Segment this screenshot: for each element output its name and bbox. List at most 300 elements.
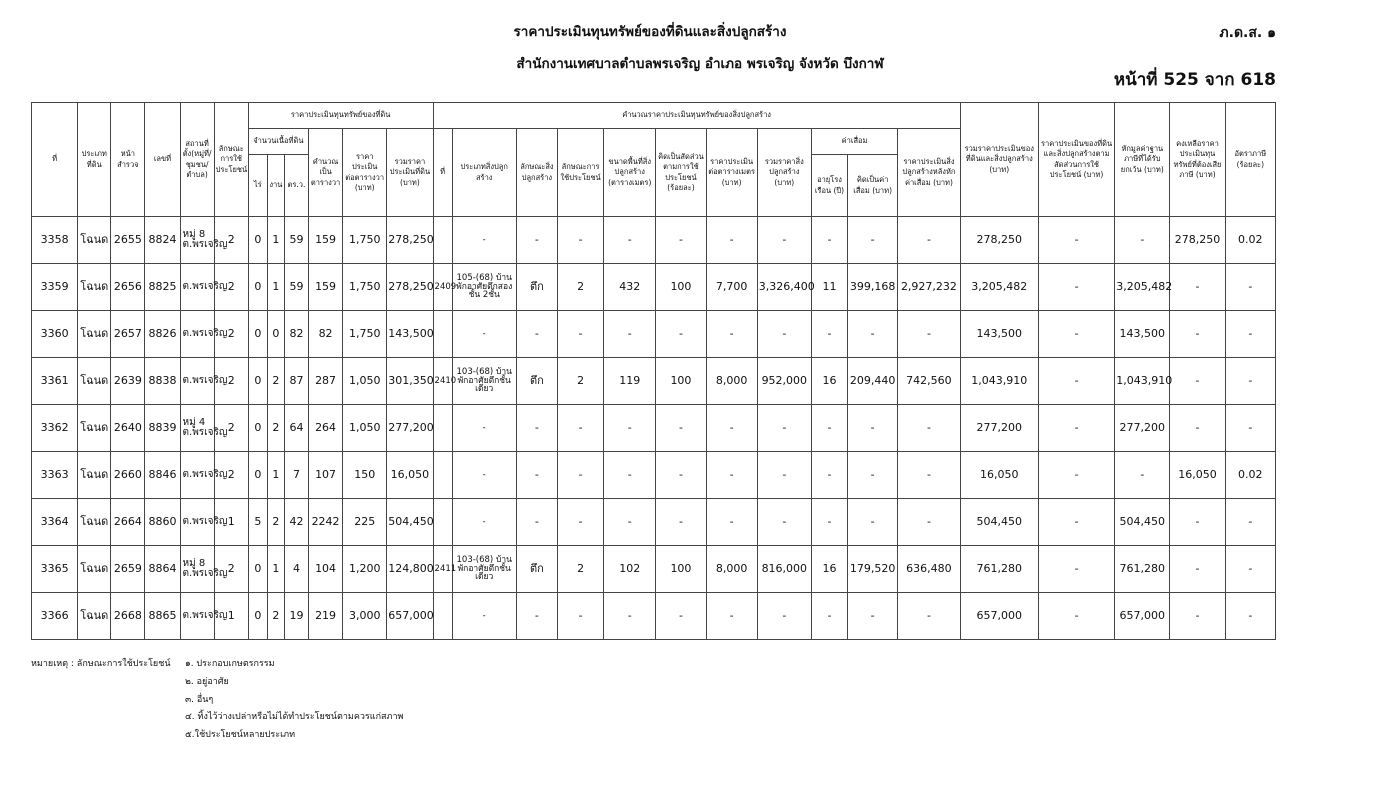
cell-taxable: - [1170, 405, 1225, 452]
cell-taxable: - [1170, 311, 1225, 358]
cell-ratio-value: - [1038, 405, 1114, 452]
cell-no: 3362 [32, 405, 78, 452]
cell-total-value: 16,050 [960, 452, 1038, 499]
cell-bldg-type: - [452, 593, 516, 640]
legend-item: ๔. ทิ้งไว้ว่างเปล่าหรือไม่ได้ทำประโยชน์ตามควรแก่สภาพ [185, 712, 404, 723]
cell-area-calc: 264 [309, 405, 343, 452]
cell-wa: 7 [284, 452, 308, 499]
cell-survey-page: 2640 [111, 405, 145, 452]
col-dep-value: คิดเป็นค่าเสื่อม (บาท) [848, 155, 898, 217]
cell-bldg-no [433, 499, 452, 546]
cell-ratio-value: - [1038, 452, 1114, 499]
cell-no: 3364 [32, 499, 78, 546]
cell-location: หมู่ 4 ต.พรเจริญ [180, 405, 214, 452]
cell-bldg-area: 432 [604, 264, 656, 311]
cell-ratio-value: - [1038, 546, 1114, 593]
col-no: ที่ [32, 103, 78, 217]
legend-item: ๒. อยู่อาศัย [185, 676, 229, 687]
cell-land-total: 504,450 [387, 499, 433, 546]
cell-doc-no: 8826 [145, 311, 180, 358]
table-row [32, 311, 1276, 358]
usage-legend-list [185, 656, 585, 745]
col-bldg-area: ขนาดพื้นที่สิ่งปลูกสร้าง (ตารางเมตร) [604, 129, 656, 217]
cell-taxable: - [1170, 264, 1225, 311]
cell-bldg-usage: - [557, 593, 603, 640]
cell-exemption: 277,200 [1115, 405, 1170, 452]
cell-bldg-pct: - [656, 499, 706, 546]
cell-taxable: - [1170, 593, 1225, 640]
cell-doc-no: 8865 [145, 593, 180, 640]
cell-location: หมู่ 8 ต.พรเจริญ [180, 546, 214, 593]
cell-location: ต.พรเจริญ [180, 593, 214, 640]
cell-land-total: 277,200 [387, 405, 433, 452]
cell-location: หมู่ 8 ต.พรเจริญ [180, 217, 214, 264]
cell-ngan: 1 [267, 264, 284, 311]
cell-dep-age: 16 [811, 358, 847, 405]
cell-bldg-kind: - [516, 499, 557, 546]
cell-no: 3363 [32, 452, 78, 499]
cell-dep-age: - [811, 311, 847, 358]
cell-bldg-area: 119 [604, 358, 656, 405]
cell-area-calc: 104 [309, 546, 343, 593]
cell-location: ต.พรเจริญ [180, 358, 214, 405]
cell-doc-no: 8846 [145, 452, 180, 499]
group-land-area: จำนวนเนื้อที่ดิน [248, 129, 308, 155]
cell-rai: 0 [248, 405, 267, 452]
cell-bldg-kind: - [516, 405, 557, 452]
cell-rai: 0 [248, 546, 267, 593]
cell-bldg-no: 2410 [433, 358, 452, 405]
cell-no: 3365 [32, 546, 78, 593]
cell-survey-page: 2668 [111, 593, 145, 640]
cell-wa: 82 [284, 311, 308, 358]
cell-dep-value: - [848, 217, 898, 264]
cell-land-total: 143,500 [387, 311, 433, 358]
cell-exemption: - [1115, 452, 1170, 499]
cell-land-type: โฉนด [78, 358, 111, 405]
cell-bldg-total: 816,000 [757, 546, 811, 593]
cell-land-type: โฉนด [78, 217, 111, 264]
table-row [32, 358, 1276, 405]
cell-bldg-type: - [452, 405, 516, 452]
cell-location: ต.พรเจริญ [180, 452, 214, 499]
cell-bldg-after-dep: 2,927,232 [898, 264, 960, 311]
cell-bldg-price-sqm: 8,000 [706, 546, 757, 593]
cell-land-type: โฉนด [78, 546, 111, 593]
cell-no: 3366 [32, 593, 78, 640]
cell-price-per-wa: 1,750 [343, 217, 387, 264]
cell-bldg-kind: - [516, 217, 557, 264]
cell-bldg-no: 2409 [433, 264, 452, 311]
cell-taxable: - [1170, 499, 1225, 546]
cell-bldg-usage: - [557, 405, 603, 452]
cell-land-total: 278,250 [387, 217, 433, 264]
cell-bldg-after-dep: - [898, 311, 960, 358]
cell-bldg-price-sqm: - [706, 452, 757, 499]
cell-no: 3360 [32, 311, 78, 358]
col-usage: ลักษณะการใช้ประโยชน์ [214, 103, 248, 217]
table-row [32, 452, 1276, 499]
cell-no: 3361 [32, 358, 78, 405]
cell-price-per-wa: 1,750 [343, 311, 387, 358]
table-row [32, 499, 1276, 546]
cell-usage: 2 [214, 405, 248, 452]
cell-dep-age: 11 [811, 264, 847, 311]
cell-tax-rate: - [1225, 546, 1275, 593]
cell-bldg-total: - [757, 311, 811, 358]
cell-total-value: 278,250 [960, 217, 1038, 264]
cell-tax-rate: 0.02 [1225, 452, 1275, 499]
cell-location: ต.พรเจริญ [180, 311, 214, 358]
cell-bldg-total: - [757, 499, 811, 546]
cell-area-calc: 159 [309, 264, 343, 311]
cell-usage: 2 [214, 452, 248, 499]
cell-doc-no: 8860 [145, 499, 180, 546]
cell-land-type: โฉนด [78, 264, 111, 311]
table-row [32, 217, 1276, 264]
cell-tax-rate: 0.02 [1225, 217, 1275, 264]
cell-usage: 2 [214, 217, 248, 264]
cell-survey-page: 2660 [111, 452, 145, 499]
cell-exemption: 3,205,482 [1115, 264, 1170, 311]
cell-bldg-type: 103-(68) บ้านพักอาศัยตึกชั้นเดียว [452, 358, 516, 405]
cell-usage: 2 [214, 546, 248, 593]
cell-bldg-price-sqm: - [706, 311, 757, 358]
cell-dep-value: - [848, 452, 898, 499]
col-price-per-wa: ราคาประเมินต่อตารางวา (บาท) [343, 129, 387, 217]
cell-wa: 4 [284, 546, 308, 593]
cell-doc-no: 8825 [145, 264, 180, 311]
cell-ratio-value: - [1038, 311, 1114, 358]
cell-ratio-value: - [1038, 217, 1114, 264]
cell-bldg-pct: - [656, 452, 706, 499]
cell-land-total: 16,050 [387, 452, 433, 499]
cell-ngan: 1 [267, 546, 284, 593]
cell-bldg-area: - [604, 499, 656, 546]
cell-bldg-total: - [757, 593, 811, 640]
cell-wa: 87 [284, 358, 308, 405]
cell-usage: 1 [214, 499, 248, 546]
cell-bldg-pct: 100 [656, 546, 706, 593]
cell-tax-rate: - [1225, 499, 1275, 546]
cell-total-value: 1,043,910 [960, 358, 1038, 405]
group-building-assessment: คำนวณราคาประเมินทุนทรัพย์ของสิ่งปลูกสร้าง [433, 103, 960, 129]
cell-survey-page: 2664 [111, 499, 145, 546]
cell-total-value: 143,500 [960, 311, 1038, 358]
cell-taxable: - [1170, 358, 1225, 405]
cell-bldg-usage: - [557, 452, 603, 499]
cell-wa: 59 [284, 217, 308, 264]
cell-total-value: 277,200 [960, 405, 1038, 452]
cell-rai: 0 [248, 217, 267, 264]
cell-no: 3359 [32, 264, 78, 311]
cell-land-total: 657,000 [387, 593, 433, 640]
cell-bldg-pct: 100 [656, 358, 706, 405]
cell-bldg-area: - [604, 405, 656, 452]
cell-price-per-wa: 1,050 [343, 405, 387, 452]
col-wa: ตร.ว. [284, 155, 308, 217]
col-bldg-type: ประเภทสิ่งปลูกสร้าง [452, 129, 516, 217]
cell-bldg-type: 105-(68) บ้านพักอาศัยตึกสองชั้น 2ชั้น [452, 264, 516, 311]
cell-bldg-type: - [452, 452, 516, 499]
cell-bldg-type: - [452, 217, 516, 264]
cell-area-calc: 82 [309, 311, 343, 358]
cell-bldg-total: 3,326,400 [757, 264, 811, 311]
cell-dep-age: - [811, 452, 847, 499]
col-survey-page: หน้าสำรวจ [111, 103, 145, 217]
cell-dep-age: 16 [811, 546, 847, 593]
legend-item: ๑. ประกอบเกษตรกรรม [185, 659, 275, 669]
cell-exemption: 1,043,910 [1115, 358, 1170, 405]
cell-price-per-wa: 1,200 [343, 546, 387, 593]
cell-exemption: 761,280 [1115, 546, 1170, 593]
legend-item: ๓. อื่นๆ [185, 694, 214, 705]
cell-price-per-wa: 1,750 [343, 264, 387, 311]
col-doc-no: เลขที่ [145, 103, 180, 217]
cell-bldg-type: - [452, 311, 516, 358]
cell-bldg-pct: - [656, 405, 706, 452]
cell-ngan: 0 [267, 311, 284, 358]
cell-bldg-kind: ตึก [516, 358, 557, 405]
cell-tax-rate: - [1225, 593, 1275, 640]
cell-bldg-usage: 2 [557, 546, 603, 593]
cell-bldg-area: 102 [604, 546, 656, 593]
cell-bldg-area: - [604, 217, 656, 264]
cell-bldg-kind: - [516, 452, 557, 499]
cell-tax-rate: - [1225, 358, 1275, 405]
col-bldg-kind: ลักษณะสิ่งปลูกสร้าง [516, 129, 557, 217]
cell-bldg-pct: - [656, 593, 706, 640]
cell-wa: 42 [284, 499, 308, 546]
col-area-calc: คำนวณเป็นตารางวา [309, 129, 343, 217]
cell-dep-value: - [848, 311, 898, 358]
cell-ngan: 1 [267, 217, 284, 264]
cell-bldg-price-sqm: 7,700 [706, 264, 757, 311]
cell-wa: 64 [284, 405, 308, 452]
cell-area-calc: 107 [309, 452, 343, 499]
cell-exemption: - [1115, 217, 1170, 264]
cell-land-type: โฉนด [78, 311, 111, 358]
cell-dep-value: - [848, 499, 898, 546]
cell-tax-rate: - [1225, 311, 1275, 358]
cell-bldg-price-sqm: - [706, 499, 757, 546]
cell-dep-age: - [811, 593, 847, 640]
cell-ngan: 1 [267, 452, 284, 499]
cell-bldg-price-sqm: - [706, 593, 757, 640]
cell-total-value: 3,205,482 [960, 264, 1038, 311]
cell-rai: 0 [248, 452, 267, 499]
cell-dep-value: 179,520 [848, 546, 898, 593]
cell-rai: 0 [248, 311, 267, 358]
cell-price-per-wa: 150 [343, 452, 387, 499]
cell-bldg-pct: - [656, 217, 706, 264]
cell-bldg-area: - [604, 452, 656, 499]
cell-dep-value: 399,168 [848, 264, 898, 311]
cell-doc-no: 8824 [145, 217, 180, 264]
col-land-type: ประเภทที่ดิน [78, 103, 111, 217]
col-location: สถานที่ตั้ง(หมู่ที่/ชุมชน/ตำบล) [180, 103, 214, 217]
cell-ratio-value: - [1038, 499, 1114, 546]
cell-survey-page: 2655 [111, 217, 145, 264]
table-body [32, 217, 1276, 640]
table-row [32, 593, 1276, 640]
col-bldg-pct: คิดเป็นสัดส่วนตามการใช้ประโยชน์ (ร้อยละ) [656, 129, 706, 217]
cell-bldg-price-sqm: - [706, 405, 757, 452]
cell-dep-age: - [811, 499, 847, 546]
cell-tax-rate: - [1225, 264, 1275, 311]
page-number: หน้าที่ 525 จาก 618 [1113, 70, 1276, 90]
cell-usage: 2 [214, 264, 248, 311]
cell-taxable: 16,050 [1170, 452, 1225, 499]
cell-bldg-after-dep: 636,480 [898, 546, 960, 593]
cell-bldg-usage: 2 [557, 264, 603, 311]
cell-bldg-total: - [757, 452, 811, 499]
col-exemption: หักมูลค่าฐานภาษีที่ได้รับยกเว้น (บาท) [1115, 103, 1170, 217]
cell-bldg-no [433, 452, 452, 499]
report-subtitle: สำนักงานเทศบาลตำบลพรเจริญ อำเภอ พรเจริญ จังหวัด บึงกาฬ [516, 56, 884, 72]
table-row [32, 264, 1276, 311]
cell-total-value: 504,450 [960, 499, 1038, 546]
cell-doc-no: 8864 [145, 546, 180, 593]
cell-bldg-after-dep: - [898, 593, 960, 640]
col-land-total: รวมราคาประเมินที่ดิน (บาท) [387, 129, 433, 217]
cell-land-total: 124,800 [387, 546, 433, 593]
cell-area-calc: 159 [309, 217, 343, 264]
cell-bldg-after-dep: - [898, 217, 960, 264]
group-depreciation: ค่าเสื่อม [811, 129, 897, 155]
cell-ngan: 2 [267, 405, 284, 452]
col-ratio-value: ราคาประเมินของที่ดินและสิ่งปลูกสร้างตามสัดส่วนการใช้ประโยชน์ (บาท) [1038, 103, 1114, 217]
cell-bldg-area: - [604, 311, 656, 358]
cell-bldg-kind: - [516, 311, 557, 358]
cell-bldg-area: - [604, 593, 656, 640]
cell-bldg-price-sqm: - [706, 217, 757, 264]
cell-wa: 19 [284, 593, 308, 640]
cell-bldg-no [433, 311, 452, 358]
cell-dep-age: - [811, 217, 847, 264]
cell-bldg-usage: 2 [557, 358, 603, 405]
cell-area-calc: 287 [309, 358, 343, 405]
cell-ratio-value: - [1038, 264, 1114, 311]
cell-doc-no: 8839 [145, 405, 180, 452]
cell-ngan: 2 [267, 499, 284, 546]
group-land-assessment: ราคาประเมินทุนทรัพย์ของที่ดิน [248, 103, 433, 129]
cell-exemption: 657,000 [1115, 593, 1170, 640]
cell-price-per-wa: 225 [343, 499, 387, 546]
col-total-value: รวมราคาประเมินของที่ดินและสิ่งปลูกสร้าง (บาท) [960, 103, 1038, 217]
cell-survey-page: 2656 [111, 264, 145, 311]
cell-survey-page: 2657 [111, 311, 145, 358]
cell-bldg-no: 2411 [433, 546, 452, 593]
cell-tax-rate: - [1225, 405, 1275, 452]
cell-bldg-total: - [757, 217, 811, 264]
cell-bldg-after-dep: - [898, 499, 960, 546]
cell-exemption: 504,450 [1115, 499, 1170, 546]
cell-bldg-price-sqm: 8,000 [706, 358, 757, 405]
col-bldg-usage: ลักษณะการใช้ประโยชน์ [557, 129, 603, 217]
cell-land-type: โฉนด [78, 452, 111, 499]
cell-taxable: - [1170, 546, 1225, 593]
assessment-table [31, 102, 1276, 640]
cell-usage: 1 [214, 593, 248, 640]
cell-rai: 5 [248, 499, 267, 546]
cell-land-type: โฉนด [78, 405, 111, 452]
cell-dep-age: - [811, 405, 847, 452]
cell-location: ต.พรเจริญ [180, 499, 214, 546]
footnote-label: หมายเหตุ : ลักษณะการใช้ประโยชน์ [31, 659, 171, 669]
cell-land-total: 278,250 [387, 264, 433, 311]
col-taxable: คงเหลือราคาประเมินทุนทรัพย์ที่ต้องเสียภาษี (บาท) [1170, 103, 1225, 217]
cell-bldg-after-dep: - [898, 405, 960, 452]
cell-ratio-value: - [1038, 593, 1114, 640]
cell-bldg-total: 952,000 [757, 358, 811, 405]
cell-price-per-wa: 1,050 [343, 358, 387, 405]
cell-total-value: 761,280 [960, 546, 1038, 593]
cell-bldg-kind: ตึก [516, 264, 557, 311]
col-dep-age: อายุโรงเรือน (ปี) [811, 155, 847, 217]
cell-location: ต.พรเจริญ [180, 264, 214, 311]
cell-taxable: 278,250 [1170, 217, 1225, 264]
cell-bldg-after-dep: - [898, 452, 960, 499]
cell-bldg-kind: ตึก [516, 546, 557, 593]
cell-survey-page: 2659 [111, 546, 145, 593]
col-bldg-no: ที่ [433, 129, 452, 217]
cell-bldg-type: - [452, 499, 516, 546]
cell-area-calc: 2242 [309, 499, 343, 546]
cell-dep-value: - [848, 405, 898, 452]
col-bldg-price-sqm: ราคาประเมินต่อตารางเมตร (บาท) [706, 129, 757, 217]
col-ngan: งาน [267, 155, 284, 217]
cell-dep-value: - [848, 593, 898, 640]
table-row [32, 546, 1276, 593]
col-tax-rate: อัตราภาษี (ร้อยละ) [1225, 103, 1275, 217]
cell-no: 3358 [32, 217, 78, 264]
cell-bldg-after-dep: 742,560 [898, 358, 960, 405]
cell-wa: 59 [284, 264, 308, 311]
form-code: ภ.ด.ส. ๑ [1219, 25, 1276, 41]
cell-bldg-no [433, 217, 452, 264]
cell-ngan: 2 [267, 593, 284, 640]
cell-ngan: 2 [267, 358, 284, 405]
col-bldg-after-dep: ราคาประเมินสิ่งปลูกสร้างหลังหักค่าเสื่อม (บาท) [898, 129, 960, 217]
cell-area-calc: 219 [309, 593, 343, 640]
cell-survey-page: 2639 [111, 358, 145, 405]
cell-ratio-value: - [1038, 358, 1114, 405]
legend-item: ๕.ใช้ประโยชน์หลายประเภท [185, 730, 296, 741]
cell-bldg-no [433, 593, 452, 640]
cell-land-type: โฉนด [78, 593, 111, 640]
cell-total-value: 657,000 [960, 593, 1038, 640]
cell-bldg-pct: 100 [656, 264, 706, 311]
cell-land-total: 301,350 [387, 358, 433, 405]
cell-rai: 0 [248, 593, 267, 640]
cell-price-per-wa: 3,000 [343, 593, 387, 640]
cell-exemption: 143,500 [1115, 311, 1170, 358]
cell-bldg-total: - [757, 405, 811, 452]
col-rai: ไร่ [248, 155, 267, 217]
cell-usage: 2 [214, 358, 248, 405]
table-row [32, 405, 1276, 452]
cell-bldg-type: 103-(68) บ้านพักอาศัยตึกชั้นเดียว [452, 546, 516, 593]
cell-bldg-usage: - [557, 311, 603, 358]
cell-bldg-no [433, 405, 452, 452]
col-bldg-total: รวมราคาสิ่งปลูกสร้าง (บาท) [757, 129, 811, 217]
cell-rai: 0 [248, 264, 267, 311]
cell-bldg-usage: - [557, 217, 603, 264]
cell-rai: 0 [248, 358, 267, 405]
cell-land-type: โฉนด [78, 499, 111, 546]
cell-usage: 2 [214, 311, 248, 358]
